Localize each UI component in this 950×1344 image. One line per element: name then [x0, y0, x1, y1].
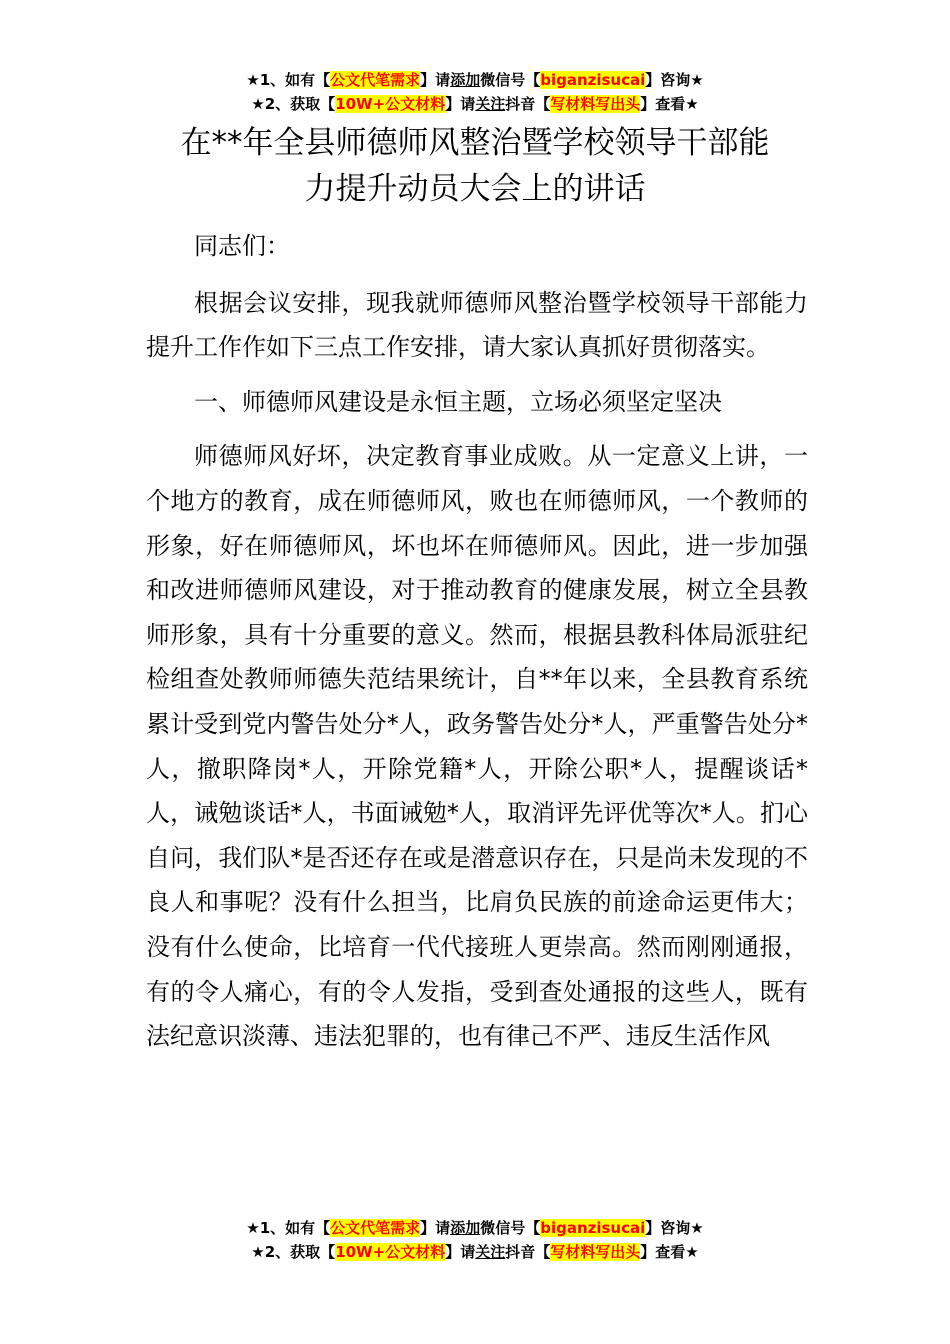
title-line-2: 力提升动员大会上的讲话: [304, 171, 646, 207]
banner-text: 微信号【: [480, 71, 541, 89]
banner-text: 】查看★: [640, 1243, 699, 1261]
underlined-text: 关注: [475, 95, 506, 113]
highlight-douyin-id: 写材料写出头: [550, 95, 641, 113]
banner-text: 】查看★: [640, 95, 699, 113]
banner-line-1: [0, 1216, 950, 1240]
banner-text: 微信号【: [480, 1219, 541, 1237]
footer-banner: [0, 1216, 950, 1264]
banner-text: 】请: [420, 71, 451, 89]
underlined-text: 关注: [475, 1243, 506, 1261]
highlight-douyin-id: 写材料写出头: [550, 1243, 641, 1261]
paragraph-section-1: 师德师风好坏，决定教育事业成败。从一定意义上讲，一个地方的教育，成在师德师风，败也在师德师风，一个教师的形象，好在师德师风，坏也坏在师德师风。因此，进一步加强和改进师德师风建设，对于推动教育的健康发展，树立全县教师形象，具有十分重要的意义。然而，根据县教科体局派驻纪检组查处教师师德失范结果统计，自**年以来，全县教育系统累计受到党内警告处分*人，政务警告处分*人，严重警告处分*人，撤职降岗*人，开除党籍*人，开除公职*人，提醒谈话*人，诫勉谈话*人，书面诫勉*人，取消评先评优等次*人。扪心自问，我们队*是否还存在或是潜意识存在，只是尚未发现的不良人和事呢？没有什么担当，比肩负民族的前途命运更伟大；没有什么使命，比培育一代代接班人更崇高。然而刚刚通报，有的令人痛心，有的令人发指，受到查处通报的这些人，既有法纪意识淡薄、违法犯罪的，也有律己不严、违反生活作风: [146, 442, 808, 1051]
highlight-wechat-id: biganzisucai: [540, 1219, 646, 1237]
salutation: 同志们：: [194, 232, 290, 260]
banner-text: ★1、如有【: [246, 1219, 331, 1237]
highlight-materials: 10W+公文材料: [335, 95, 446, 113]
banner-line-1: [0, 68, 950, 92]
banner-text: 】咨询★: [645, 1219, 704, 1237]
banner-text: 】咨询★: [645, 71, 704, 89]
highlight-wechat-id: biganzisucai: [540, 71, 646, 89]
document-title: [120, 120, 830, 212]
banner-text: 抖音【: [505, 95, 551, 113]
banner-text: ★2、获取【: [251, 1243, 336, 1261]
title-line-1: 在**年全县师德师风整治暨学校领导干部能: [180, 125, 770, 161]
banner-text: 抖音【: [505, 1243, 551, 1261]
banner-line-2: [0, 1240, 950, 1264]
underlined-text: 添加: [450, 71, 481, 89]
document-body: [146, 224, 808, 1069]
highlight-materials: 10W+公文材料: [335, 1243, 446, 1261]
banner-line-2: [0, 92, 950, 116]
highlight-service: 公文代笔需求: [330, 1219, 421, 1237]
highlight-service: 公文代笔需求: [330, 71, 421, 89]
banner-text: ★1、如有【: [246, 71, 331, 89]
header-banner: [0, 68, 950, 116]
paragraph-intro: 根据会议安排，现我就师德师风整治暨学校领导干部能力提升工作作如下三点工作安排，请大家认真抓好贯彻落实。: [146, 288, 808, 362]
banner-text: 】请: [420, 1219, 451, 1237]
underlined-text: 添加: [450, 1219, 481, 1237]
banner-text: ★2、获取【: [251, 95, 336, 113]
banner-text: 】请: [445, 95, 476, 113]
section-heading-1: 一、师德师风建设是永恒主题，立场必须坚定坚决: [194, 387, 722, 416]
banner-text: 】请: [445, 1243, 476, 1261]
